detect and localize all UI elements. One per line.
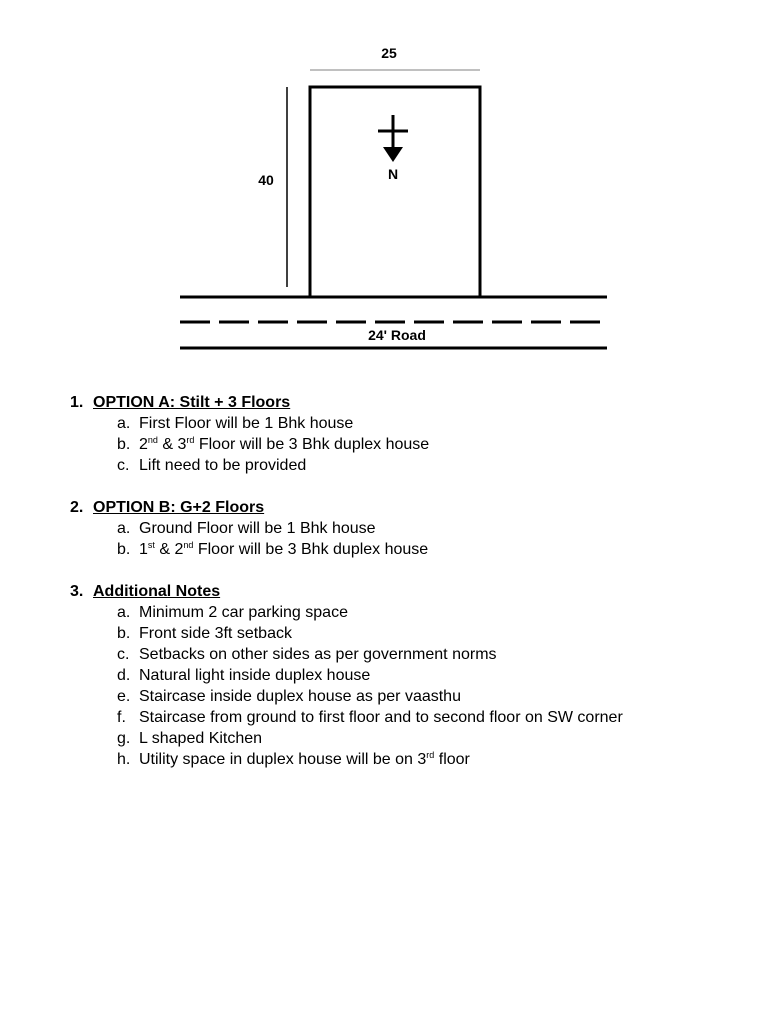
item-text-part: Staircase from ground to first floor and to second floor on SW corner (139, 709, 623, 726)
list-item-letter: d. (117, 667, 131, 684)
list-item-text (139, 434, 429, 455)
item-text-part: Lift need to be provided (139, 457, 307, 474)
list-item (70, 539, 623, 560)
list-item-letter: a. (117, 604, 131, 621)
list-item-text (139, 539, 428, 560)
list-item-text (139, 455, 306, 476)
plot-outline (310, 87, 480, 297)
item-text-part: Natural light inside duplex house (139, 667, 371, 684)
list-item-text (139, 707, 623, 728)
ordinal-suffix: st (147, 540, 155, 550)
requirements-list (70, 392, 623, 791)
list-item (70, 434, 623, 455)
ordinal-suffix: nd (183, 540, 194, 550)
option-title: OPTION B: G+2 Floors (93, 499, 265, 516)
ordinal-suffix: nd (147, 435, 158, 445)
item-text-part: 2 (139, 436, 148, 453)
list-item-text (139, 518, 376, 539)
option-number: 2. (70, 499, 84, 516)
list-item (70, 707, 623, 728)
list-item-letter: e. (117, 688, 131, 705)
road-label: 24' Road (368, 327, 426, 343)
ordinal-suffix: rd (426, 750, 435, 760)
north-arrow-icon (378, 115, 408, 162)
list-item-letter: b. (117, 541, 131, 558)
item-text-part: L shaped Kitchen (139, 730, 263, 747)
item-text-part: & 2 (154, 541, 184, 558)
list-item-text (139, 602, 348, 623)
item-text-part: Ground Floor will be 1 Bhk house (139, 520, 376, 537)
list-item (70, 728, 623, 749)
width-dimension-label: 25 (381, 45, 397, 61)
list-item (70, 749, 623, 770)
list-item-letter: g. (117, 730, 131, 747)
item-text-part: First Floor will be 1 Bhk house (139, 415, 354, 432)
item-text-part: Staircase inside duplex house as per vaasthu (139, 688, 461, 705)
list-item-text (139, 623, 292, 644)
list-item (70, 686, 623, 707)
item-text-part: floor (434, 751, 470, 768)
list-item-text (139, 728, 262, 749)
item-text-part: Utility space in duplex house will be on 3 (139, 751, 427, 768)
list-item (70, 644, 623, 665)
option-number: 1. (70, 394, 84, 411)
list-item (70, 623, 623, 644)
option-title: Additional Notes (93, 583, 221, 600)
option-section (70, 392, 623, 476)
option-heading (70, 497, 623, 518)
item-text-part: Floor will be 3 Bhk duplex house (194, 436, 430, 453)
option-section (70, 581, 623, 770)
item-text-part: Front side 3ft setback (139, 625, 292, 642)
option-heading (70, 392, 623, 413)
option-heading (70, 581, 623, 602)
item-text-part: Minimum 2 car parking space (139, 604, 348, 621)
list-item-letter: c. (117, 646, 130, 663)
list-item-letter: c. (117, 457, 130, 474)
site-plan-diagram (0, 0, 768, 370)
list-item (70, 455, 623, 476)
option-title: OPTION A: Stilt + 3 Floors (93, 394, 291, 411)
list-item-text (139, 413, 353, 434)
list-item-letter: h. (117, 751, 131, 768)
item-text-part: 1 (139, 541, 148, 558)
list-item (70, 518, 623, 539)
list-item-text (139, 644, 497, 665)
item-text-part: Floor will be 3 Bhk duplex house (193, 541, 429, 558)
list-item (70, 665, 623, 686)
list-item-letter: b. (117, 625, 131, 642)
list-item-text (139, 665, 370, 686)
list-item (70, 602, 623, 623)
depth-dimension-label: 40 (258, 172, 274, 188)
list-item-text (139, 686, 461, 707)
list-item-letter: b. (117, 436, 131, 453)
list-item-letter: a. (117, 415, 131, 432)
north-label: N (387, 166, 399, 182)
list-item-text (139, 749, 470, 770)
list-item-letter: f. (117, 709, 126, 726)
ordinal-suffix: rd (186, 435, 195, 445)
item-text-part: & 3 (157, 436, 187, 453)
option-number: 3. (70, 583, 84, 600)
list-item (70, 413, 623, 434)
option-section (70, 497, 623, 560)
item-text-part: Setbacks on other sides as per government norms (139, 646, 497, 663)
list-item-letter: a. (117, 520, 131, 537)
